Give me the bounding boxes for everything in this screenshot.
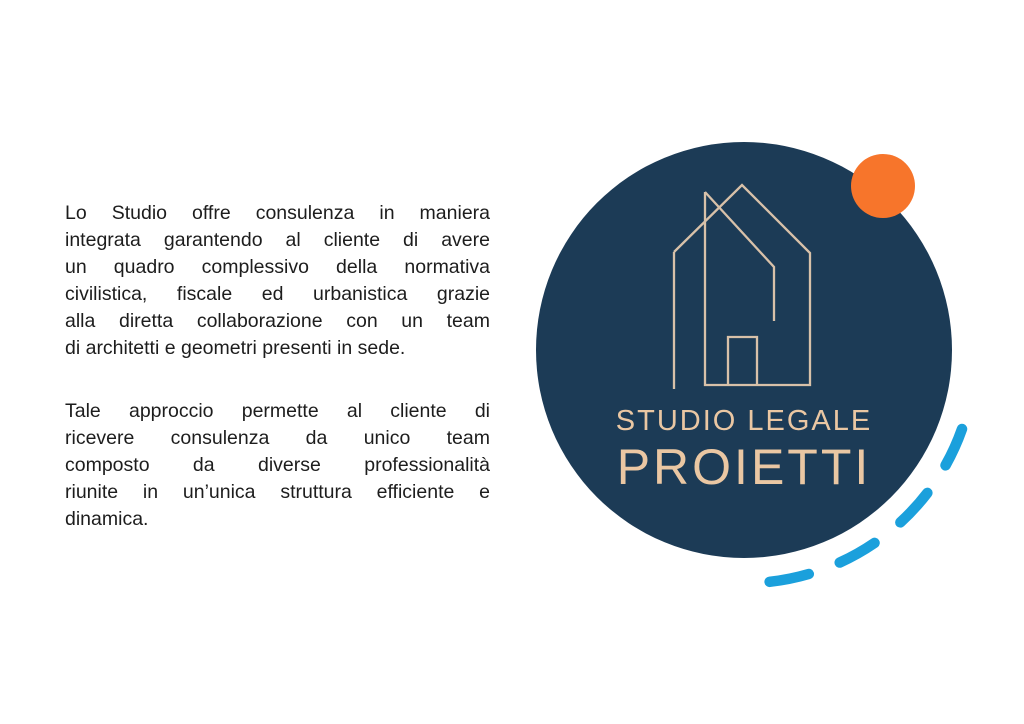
paragraph-2-line: dinamica. [65,508,149,530]
logo-proietti-text: PROIETTI [616,439,872,495]
paragraph-1-line: alla diretta collaborazione con un team [65,310,490,332]
paragraph-2-line: composto da diverse professionalità [65,454,490,476]
orange-dot-icon [851,154,915,218]
paragraph-1-line: di architetti e geometri presenti in sede. [65,337,406,359]
logo-studio-legale-text: STUDIO LEGALE [615,405,873,437]
paragraph-1-line: Lo Studio offre consulenza in maniera [65,202,490,224]
paragraph-1-line: un quadro complessivo della normativa [65,256,490,278]
paragraph-1-line: civilistica, fiscale ed urbanistica grazie [65,283,490,305]
paragraph-2-line: Tale approccio permette al cliente di [65,400,490,422]
paragraph-2-line: ricevere consulenza da unico team [65,427,490,449]
paragraph-1-line: integrata garantendo al cliente di avere [65,229,490,251]
paragraph-2-line: riunite in un’unica struttura efficiente e [65,481,490,503]
